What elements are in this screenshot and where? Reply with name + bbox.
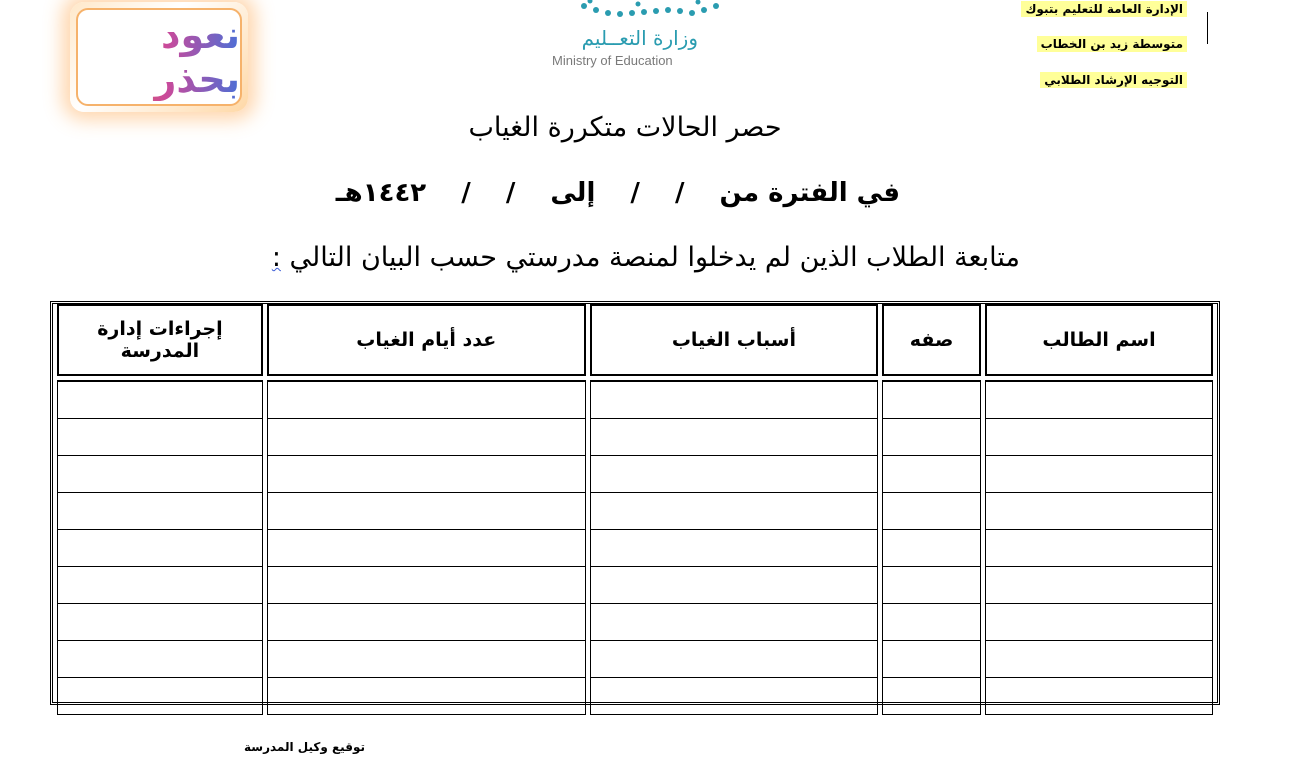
header-line-guidance: التوجيه الإرشاد الطلابي (1040, 73, 1187, 87)
header-absence-reasons: أسباب الغياب (590, 304, 879, 376)
period-slash: / (461, 178, 471, 208)
header-line-directorate: الإدارة العامة للتعليم بتبوك (1021, 2, 1187, 16)
subtitle-colon: : (271, 242, 281, 273)
ministry-logo (548, 0, 723, 72)
header-absence-days: عدد أيام الغياب (267, 304, 586, 376)
table-row (57, 641, 1213, 678)
period-to-label: إلى (550, 178, 596, 208)
header-class: صفه (882, 304, 981, 376)
page-title: حصر الحالات متكررة الغياب (468, 112, 782, 143)
ministry-arabic-name: وزارة التعــليم (581, 26, 698, 50)
campaign-logo (70, 2, 248, 112)
signature-label: توقيع وكيل المدرسة (244, 740, 365, 754)
ministry-dots-icon (548, 0, 723, 24)
page-subtitle (230, 242, 1020, 273)
table-row (57, 493, 1213, 530)
campaign-logo-text: نعود بحذر (78, 13, 240, 101)
table-row (57, 419, 1213, 456)
period-year: ١٤٤٢هـ (335, 178, 427, 208)
ministry-english-name: Ministry of Education (552, 53, 673, 68)
table-row (57, 678, 1213, 715)
table-row (57, 530, 1213, 567)
header-line-school: متوسطة زيد بن الخطاب (1037, 37, 1187, 51)
header-divider (1207, 12, 1208, 44)
period-slash: / (505, 178, 516, 208)
table-row (57, 456, 1213, 493)
subtitle-text: متابعة الطلاب الذين لم يدخلوا لمنصة مدرستي حسب البيان التالي (289, 242, 1020, 273)
table-row (57, 380, 1213, 419)
header-school-actions: إجراءات إدارة المدرسة (57, 304, 263, 376)
period-from-label: في الفترة من (719, 178, 900, 208)
period-line (335, 178, 900, 208)
table-row (57, 567, 1213, 604)
header-student-name: اسم الطالب (985, 304, 1213, 376)
period-slash: / (674, 178, 685, 208)
table-row (57, 604, 1213, 641)
period-slash: / (630, 178, 640, 208)
absence-table (50, 301, 1220, 705)
